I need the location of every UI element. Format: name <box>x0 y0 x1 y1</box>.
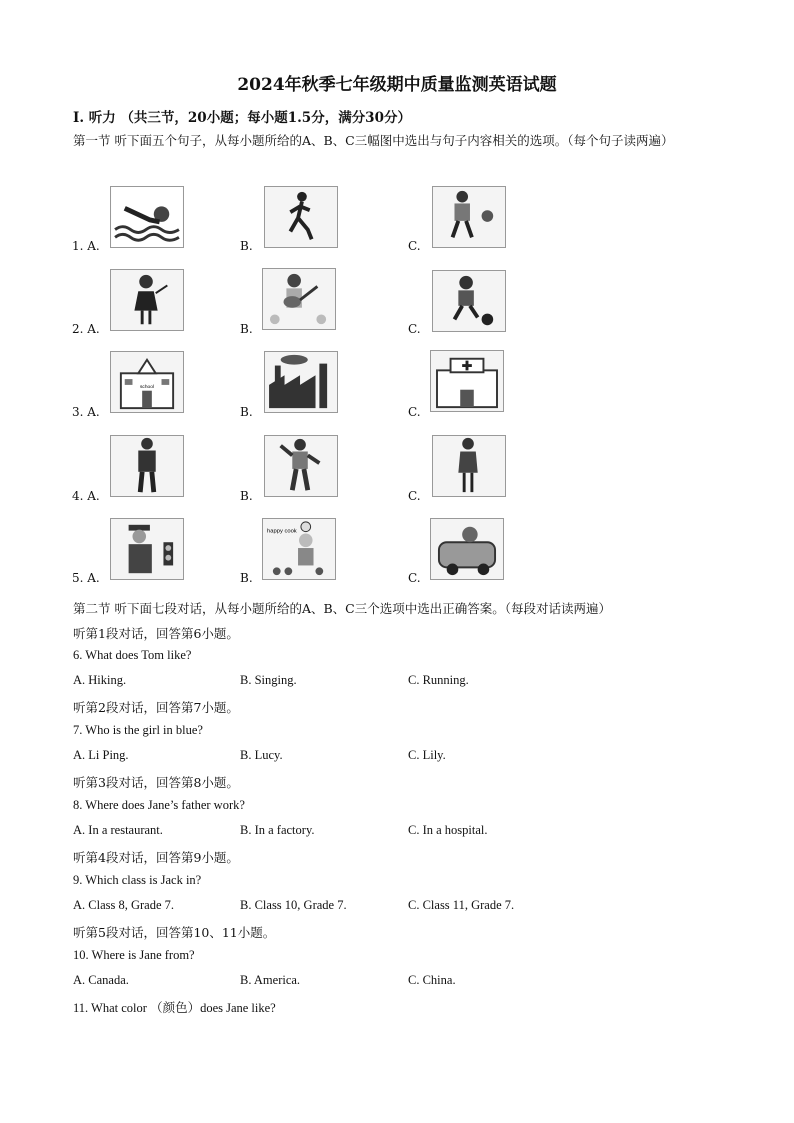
question-4-label: 4. A. <box>72 489 100 503</box>
dialogue-intro: 听第5段对话，回答第10、11小题。 <box>73 925 276 940</box>
singer-girl-icon <box>110 269 184 331</box>
basketball-player-icon <box>432 186 506 248</box>
man-dancing-icon <box>264 435 338 497</box>
question-text: 11. What color （颜色）does Jane like? <box>73 1001 276 1015</box>
guitar-girl-icon <box>262 268 336 330</box>
option-b: B. Singing. <box>240 673 297 687</box>
school-sign-text: school <box>140 384 154 390</box>
option-c-label: C. <box>408 405 421 419</box>
question-text: 6. What does Tom like? <box>73 648 192 662</box>
option-b-label: B. <box>240 405 253 419</box>
soccer-boy-icon <box>432 270 506 332</box>
woman-standing-icon <box>432 435 506 497</box>
page-title: 2024年秋季七年级期中质量监测英语试题 <box>237 75 557 95</box>
option-c: C. In a hospital. <box>408 823 488 837</box>
question-2-label: 2. A. <box>72 322 100 336</box>
driver-icon <box>430 518 504 580</box>
section-heading: Ⅰ. 听力 （共三节，20小题；每小题1.5分，满分30分） <box>73 110 411 126</box>
cook-sign-text: happy cook <box>267 528 297 535</box>
option-c: C. Class 11, Grade 7. <box>408 898 515 912</box>
runner-icon <box>264 186 338 248</box>
option-a: A. Class 8, Grade 7. <box>73 898 175 912</box>
question-text: 8. Where does Jane’s father work? <box>73 798 245 812</box>
option-c-label: C. <box>408 571 421 585</box>
option-c: C. China. <box>408 973 456 987</box>
question-text: 10. Where is Jane from? <box>73 948 195 962</box>
question-text: 9. Which class is Jack in? <box>73 873 202 887</box>
option-c-label: C. <box>408 239 421 253</box>
option-a: A. In a restaurant. <box>73 823 163 837</box>
option-c-label: C. <box>408 322 421 336</box>
question-text: 7. Who is the girl in blue? <box>73 723 203 737</box>
swimmer-icon <box>110 186 184 248</box>
option-c-label: C. <box>408 489 421 503</box>
question-5-label: 5. A. <box>72 571 100 585</box>
option-b-label: B. <box>240 489 253 503</box>
option-c: C. Lily. <box>408 748 446 762</box>
cook-icon <box>262 518 336 580</box>
factory-icon <box>264 351 338 413</box>
police-officer-icon <box>110 518 184 580</box>
option-b: B. Class 10, Grade 7. <box>240 898 347 912</box>
part1-instructions: 第一节 听下面五个句子，从每小题所给的A、B、C三幅图中选出与句子内容相关的选项。（每个句子读两遍） <box>73 133 674 148</box>
option-a: A. Li Ping. <box>73 748 129 762</box>
option-a: A. Canada. <box>73 973 129 987</box>
dialogue-intro: 听第1段对话，回答第6小题。 <box>73 626 239 641</box>
part2-instructions: 第二节 听下面七段对话，从每小题所给的A、B、C三个选项中选出正确答案。（每段对话读两遍） <box>73 601 612 616</box>
option-b: B. Lucy. <box>240 748 283 762</box>
man-standing-icon <box>110 435 184 497</box>
dialogue-intro: 听第2段对话，回答第7小题。 <box>73 700 239 715</box>
option-b-label: B. <box>240 239 253 253</box>
dialogue-intro: 听第4段对话，回答第9小题。 <box>73 850 239 865</box>
option-b: B. In a factory. <box>240 823 315 837</box>
school-building-icon <box>110 351 184 413</box>
option-a: A. Hiking. <box>73 673 127 687</box>
dialogue-intro: 听第3段对话，回答第8小题。 <box>73 775 239 790</box>
option-b: B. America. <box>240 973 301 987</box>
hospital-icon <box>430 350 504 412</box>
option-c: C. Running. <box>408 673 469 687</box>
question-3-label: 3. A. <box>72 405 100 419</box>
option-b-label: B. <box>240 322 253 336</box>
question-1-label: 1. A. <box>72 239 100 253</box>
option-b-label: B. <box>240 571 253 585</box>
